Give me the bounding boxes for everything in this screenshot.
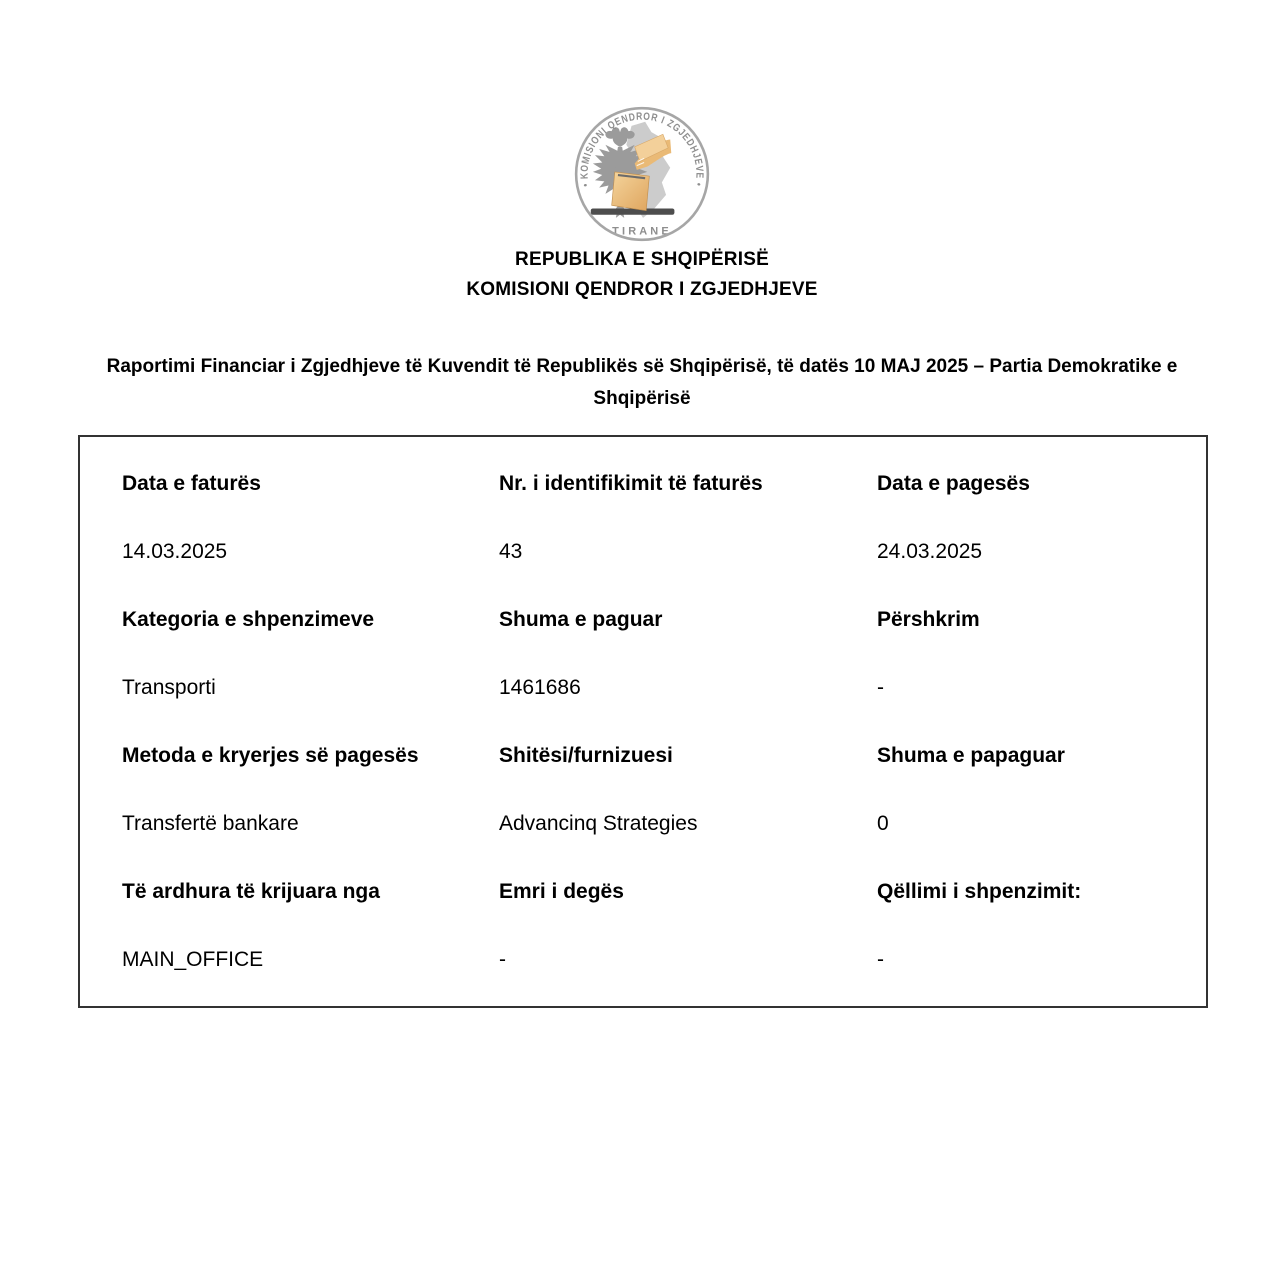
income-source-value: MAIN_OFFICE xyxy=(122,948,264,971)
invoice-date-value: 14.03.2025 xyxy=(122,540,228,563)
expense-purpose-label: Qëllimi i shpenzimit: xyxy=(877,880,1082,903)
branch-name-value: - xyxy=(499,948,506,971)
expense-purpose-value: - xyxy=(877,948,884,971)
vendor-label: Shitësi/furnizuesi xyxy=(499,744,673,767)
payment-method-value: Transfertë bankare xyxy=(122,812,299,835)
income-source-label: Të ardhura të krijuara nga xyxy=(122,880,380,903)
payment-date-value: 24.03.2025 xyxy=(877,540,983,563)
expense-category-value: Transporti xyxy=(122,676,216,699)
expense-category-label: Kategoria e shpenzimeve xyxy=(122,608,375,631)
payment-date-label: Data e pagesës xyxy=(877,472,1030,495)
amount-paid-label: Shuma e paguar xyxy=(499,608,663,631)
report-table xyxy=(78,435,1208,1008)
seal-city-text: TIRANE xyxy=(612,225,672,238)
payment-method-label: Metoda e kryerjes së pagesës xyxy=(122,744,419,767)
invoice-id-label: Nr. i identifikimit të faturës xyxy=(499,472,763,495)
report-title-line1: Raportimi Financiar i Zgjedhjeve të Kuvendit të Republikës së Shqipërisë, të datës 10 MAJ 2025 – Partia Demokratike e xyxy=(106,356,1178,377)
seal-ring-text: • KOMISIONI QENDROR I ZGJEDHJEVE • xyxy=(579,111,705,189)
amount-paid-value: 1461686 xyxy=(499,676,581,699)
kqz-seal-logo xyxy=(573,105,711,243)
vendor-value: Advancinq Strategies xyxy=(499,812,698,835)
org-header-line1: REPUBLIKA E SHQIPËRISË xyxy=(515,249,769,270)
branch-name-label: Emri i degës xyxy=(499,880,624,903)
description-label: Përshkrim xyxy=(877,608,980,631)
invoice-date-label: Data e faturës xyxy=(122,472,261,495)
amount-unpaid-label: Shuma e papaguar xyxy=(877,744,1065,767)
amount-unpaid-value: 0 xyxy=(877,812,889,835)
org-header xyxy=(0,245,1284,305)
report-title-line2: Shqipërisë xyxy=(593,388,691,409)
report-title xyxy=(0,351,1284,415)
org-header-line2: KOMISIONI QENDROR I ZGJEDHJEVE xyxy=(466,279,818,300)
invoice-id-value: 43 xyxy=(499,540,523,563)
seal-base-bar xyxy=(591,209,675,215)
description-value: - xyxy=(877,676,884,699)
